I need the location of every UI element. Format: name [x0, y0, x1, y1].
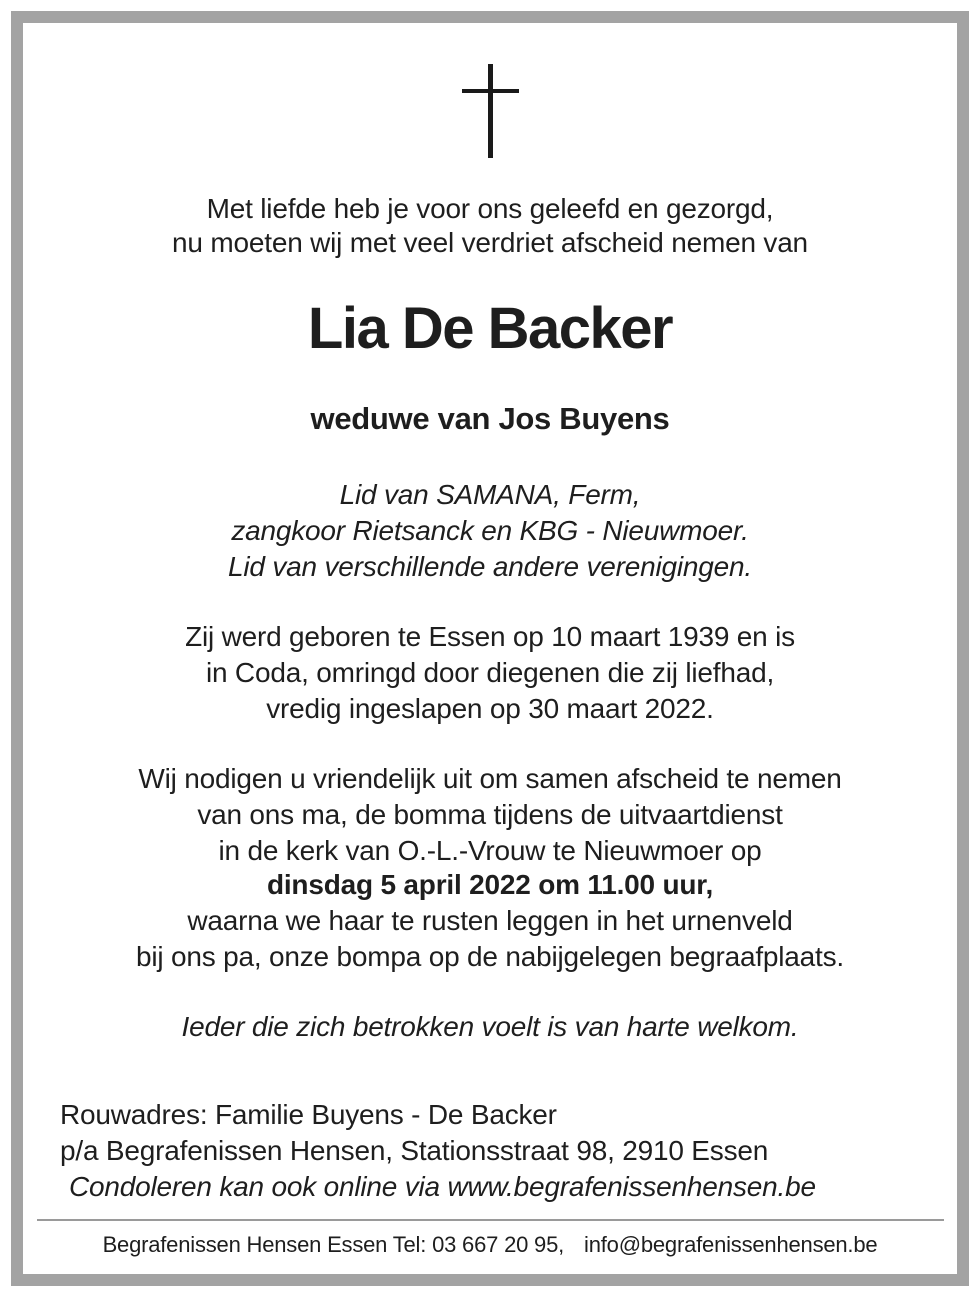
cross-vertical-bar [488, 64, 493, 158]
intro-line-2: nu moeten wij met veel verdriet afscheid nemen van [172, 227, 808, 258]
welcome-line: Ieder die zich betrokken voelt is van harte welkom. [181, 1011, 799, 1042]
invitation-line-1: Wij nodigen u vriendelijk uit om samen afscheid te nemen [138, 763, 842, 794]
care-of-address: p/a Begrafenissen Hensen, Stationsstraat 98, 2910 Essen [60, 1135, 769, 1166]
membership-line-1: Lid van SAMANA, Ferm, [339, 479, 641, 510]
invitation-line-2: van ons ma, de bomma tijdens de uitvaartdienst [197, 799, 783, 830]
invitation-line-3: in de kerk van O.-L.-Vrouw te Nieuwmoer op [218, 835, 762, 866]
mourning-address: Rouwadres: Familie Buyens - De Backer [60, 1099, 557, 1130]
intro-line-1: Met liefde heb je voor ons geleefd en gezorgd, [206, 193, 774, 224]
membership-line-2: zangkoor Rietsanck en KBG - Nieuwmoer. [231, 515, 749, 546]
footer-email: info@begrafenissenhensen.be [584, 1232, 878, 1257]
widow-of-line: weduwe van Jos Buyens [310, 401, 670, 436]
biography-line-2: in Coda, omringd door diegenen die zij liefhad, [205, 657, 775, 688]
funeral-home-footer [0, 1230, 980, 1260]
service-date: dinsdag 5 april 2022 om 11.00 uur, [266, 869, 714, 900]
footer-divider [37, 1219, 944, 1221]
biography-line-3: vredig ingeslapen op 30 maart 2022. [266, 693, 714, 724]
biography-line-1: Zij werd geboren te Essen op 10 maart 1939 en is [185, 621, 795, 652]
burial-line-2: bij ons pa, onze bompa op de nabijgelegen begraafplaats. [135, 941, 844, 972]
cross-horizontal-bar [462, 89, 519, 93]
burial-line-1: waarna we haar te rusten leggen in het urnenveld [187, 905, 793, 936]
latin-cross-icon [0, 0, 980, 200]
membership-line-3: Lid van verschillende andere verenigingen. [228, 551, 752, 582]
condolence-line: Condoleren kan ook online via www.begrafenissenhensen.be [69, 1171, 816, 1202]
footer-company-phone: Begrafenissen Hensen Essen Tel: 03 667 20 95, [102, 1232, 565, 1257]
deceased-name: Lia De Backer [307, 296, 673, 361]
